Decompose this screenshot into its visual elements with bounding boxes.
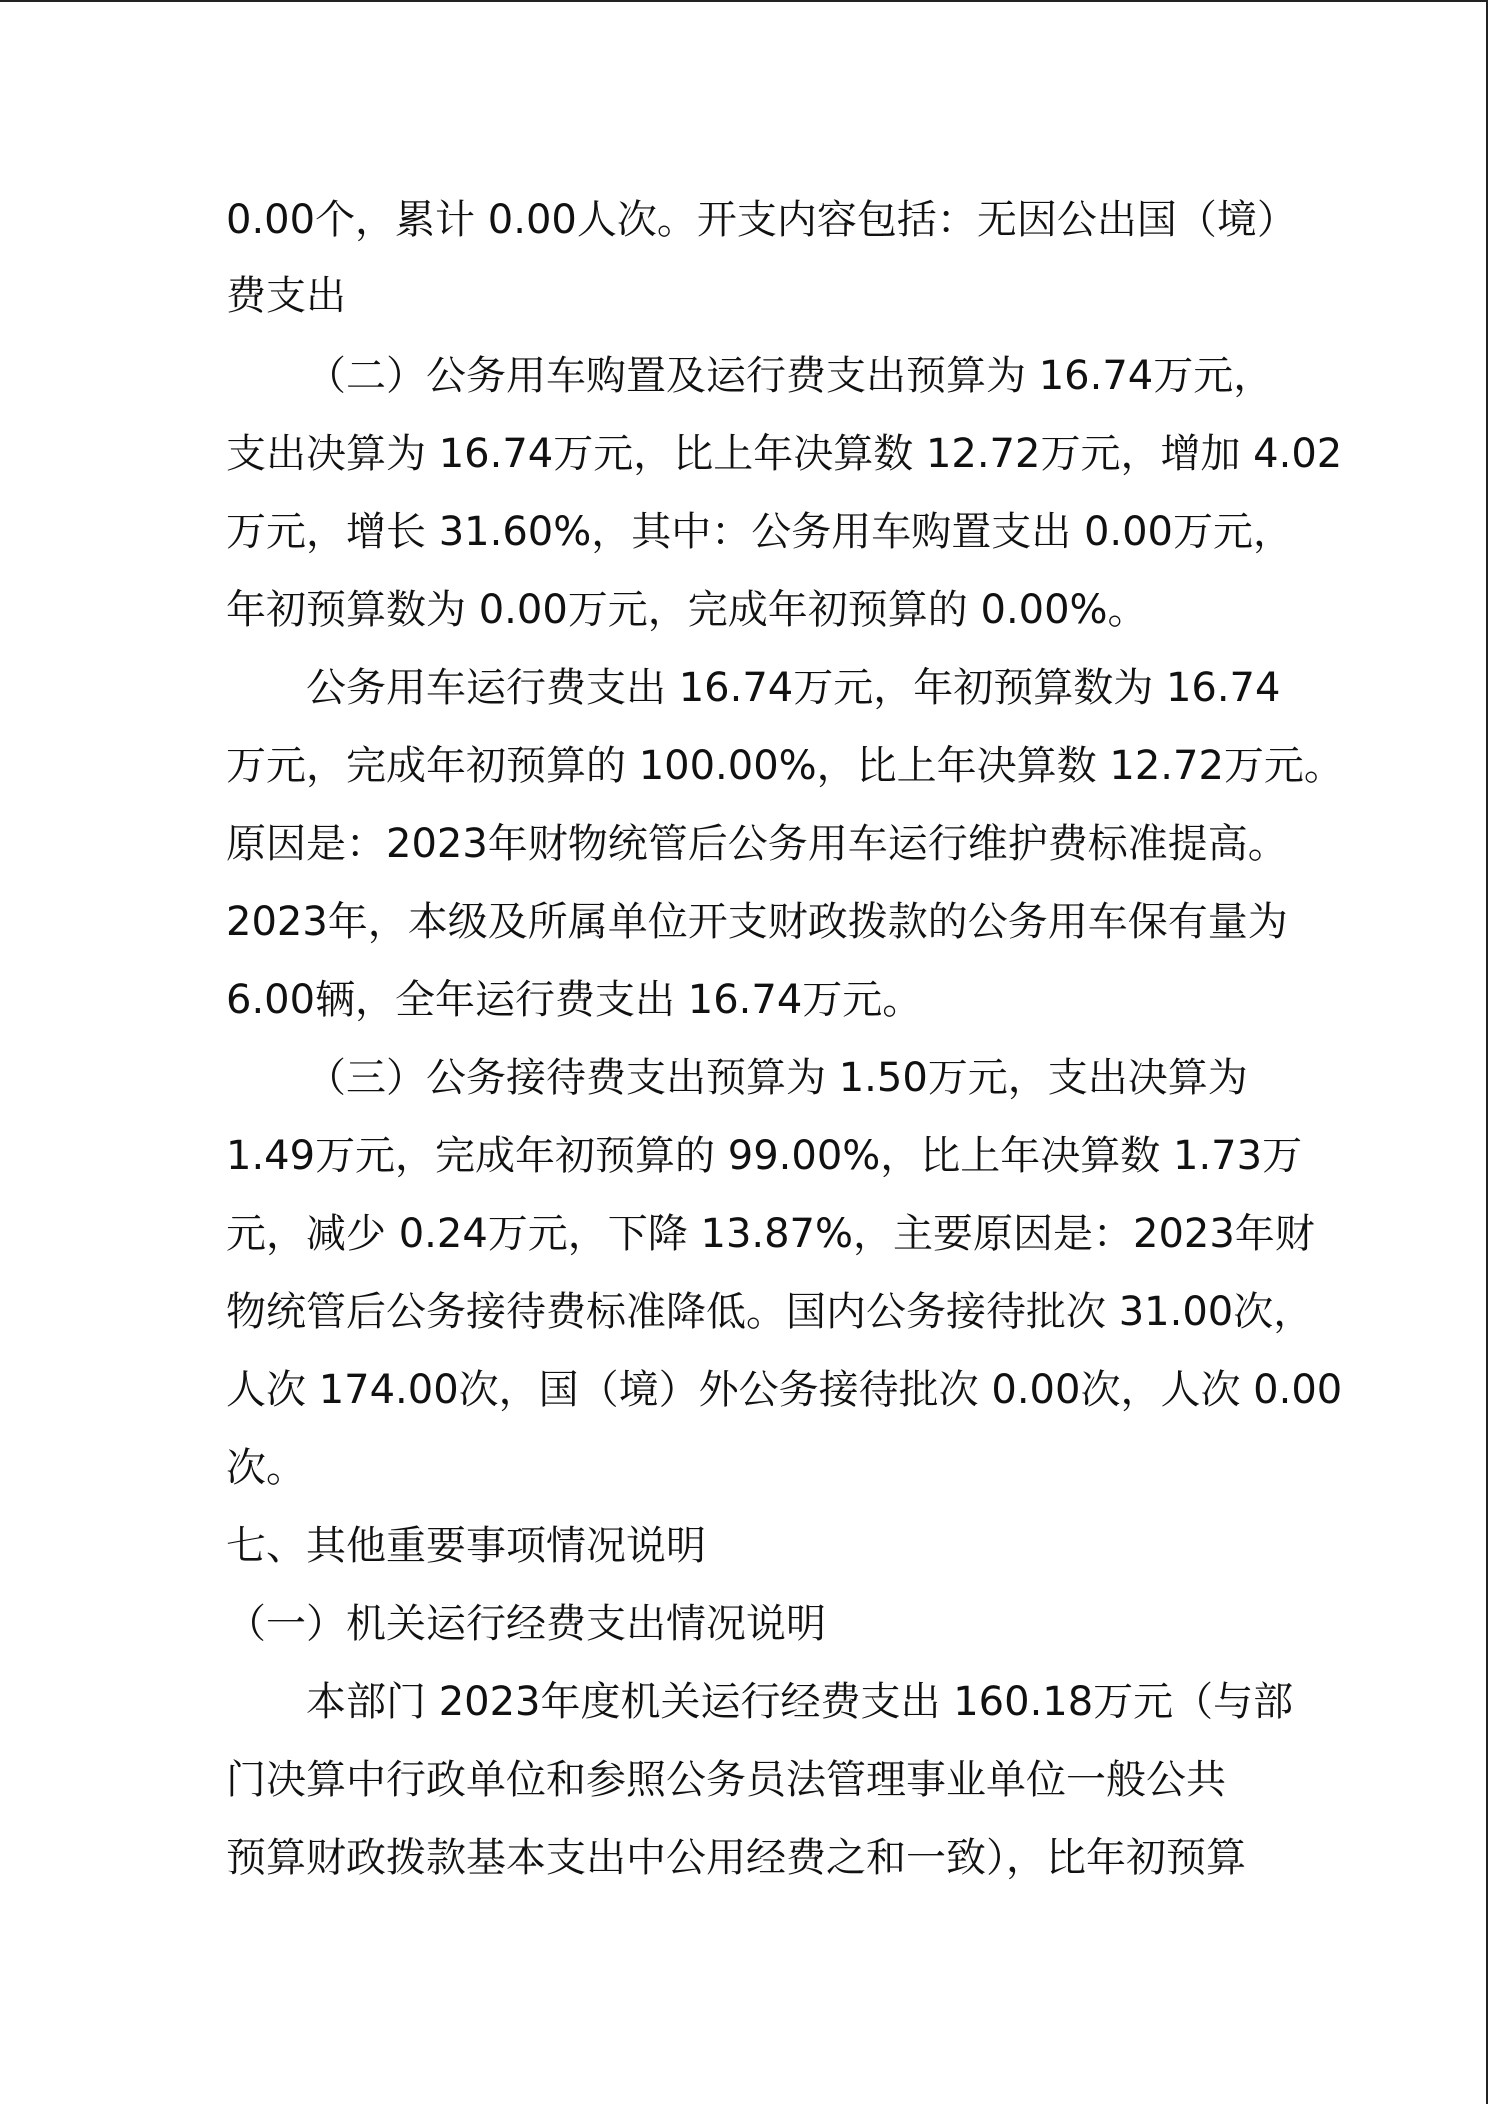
paragraph-line: 物统管后公务接待费标准降低。国内公务接待批次 31.00次， [226,1289,1314,1335]
paragraph-line: （二）公务用车购置及运行费支出预算为 16.74万元， [306,353,1274,399]
paragraph-line: 本部门 2023年度机关运行经费支出 160.18万元（与部 [306,1679,1294,1725]
paragraph-line: （三）公务接待费支出预算为 1.50万元，支出决算为 [306,1055,1248,1101]
paragraph-line: 万元，增长 31.60%，其中：公务用车购置支出 0.00万元， [226,509,1294,555]
paragraph-line: 1.49万元，完成年初预算的 99.00%，比上年决算数 1.73万 [226,1133,1303,1179]
paragraph-line: 万元，完成年初预算的 100.00%，比上年决算数 12.72万元。 [226,743,1344,789]
paragraph-line: 预算财政拨款基本支出中公用经费之和一致），比年初预算 [226,1835,1246,1881]
paragraph-line: 2023年，本级及所属单位开支财政拨款的公务用车保有量为 [226,899,1288,945]
paragraph-line: 次。 [226,1445,306,1491]
paragraph-line: 费支出 [226,273,346,319]
paragraph-line: 元，减少 0.24万元，下降 13.87%，主要原因是：2023年财 [226,1211,1315,1257]
paragraph-line: 门决算中行政单位和参照公务员法管理事业单位一般公共 [226,1757,1226,1803]
paragraph-line: 6.00辆，全年运行费支出 16.74万元。 [226,977,923,1023]
paragraph-line: 支出决算为 16.74万元，比上年决算数 12.72万元，增加 4.02 [226,431,1343,477]
paragraph-line: 原因是：2023年财物统管后公务用车运行维护费标准提高。 [226,821,1288,867]
section-heading: 七、其他重要事项情况说明 [226,1523,706,1569]
subsection-heading: （一）机关运行经费支出情况说明 [226,1601,826,1647]
paragraph-line: 0.00个，累计 0.00人次。开支内容包括：无因公出国（境） [226,197,1297,243]
paragraph-line: 年初预算数为 0.00万元，完成年初预算的 0.00%。 [226,587,1148,633]
paragraph-line: 公务用车运行费支出 16.74万元，年初预算数为 16.74 [306,665,1281,711]
paragraph-line: 人次 174.00次，国（境）外公务接待批次 0.00次，人次 0.00 [226,1367,1343,1413]
